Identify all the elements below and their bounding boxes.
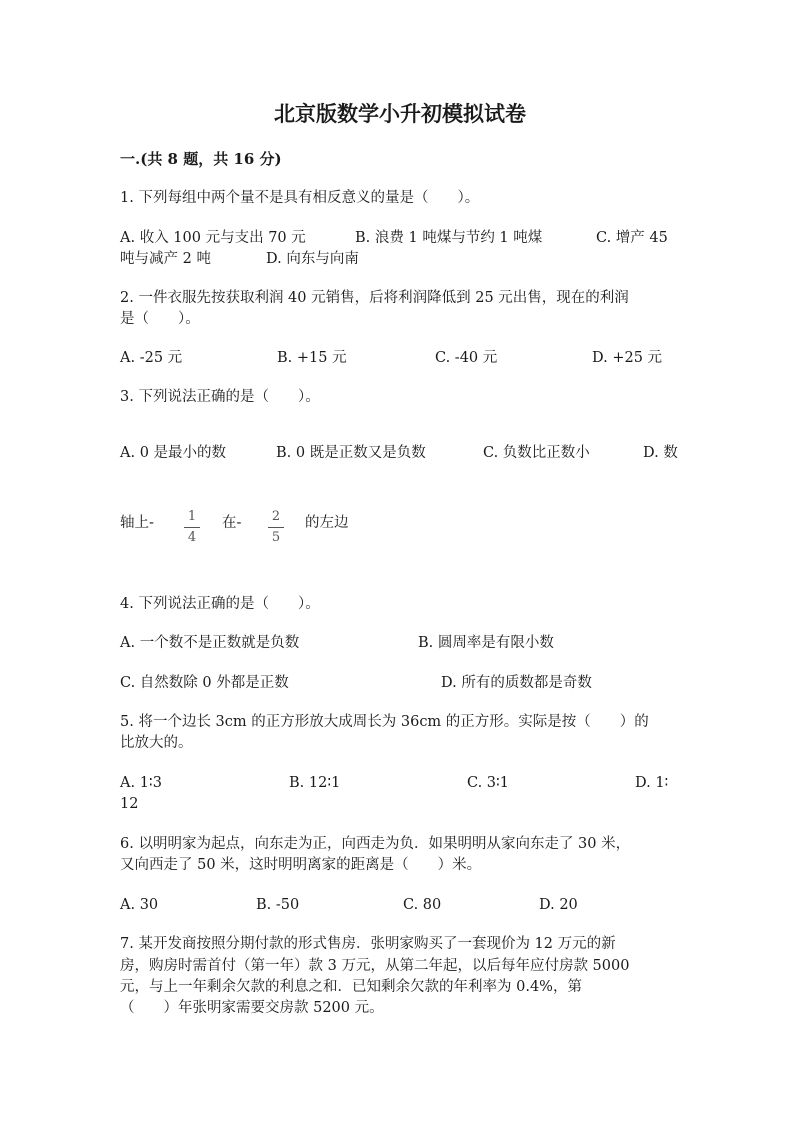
question-2-stem-line2: 是（ ）。 — [120, 311, 200, 327]
question-6-stem-line2: 又向西走了 50 米，这时明明离家的距离是（ ）米。 — [120, 857, 482, 873]
question-3-option-d-suffix: 的左边 — [305, 515, 349, 531]
question-2-option-a: A. -25 元 — [120, 350, 183, 366]
fraction-numerator: 2 — [271, 509, 281, 524]
question-6-option-a: A. 30 — [120, 897, 159, 913]
question-3-stem: 3. 下列说法正确的是（ ）。 — [120, 389, 320, 405]
question-4-option-c: C. 自然数除 0 外都是正数 — [120, 675, 289, 691]
question-6-option-d: D. 20 — [539, 897, 578, 913]
section-heading: 一.(共 8 题，共 16 分) — [120, 150, 282, 168]
question-5-stem-line1: 5. 将一个边长 3cm 的正方形放大成周长为 36cm 的正方形。实际是按（ ）的 — [120, 714, 649, 730]
question-2-option-c: C. -40 元 — [435, 350, 498, 366]
question-5-option-a: A. 1∶3 — [120, 775, 162, 791]
fraction-denominator: 5 — [271, 530, 281, 545]
question-1-option-c: C. 增产 45 — [596, 230, 668, 246]
question-5-option-d-cont: 12 — [120, 796, 139, 812]
question-6-stem-line1: 6. 以明明家为起点，向东走为正，向西走为负．如果明明从家向东走了 30 米， — [120, 836, 631, 852]
question-5-option-d: D. 1∶ — [635, 775, 669, 791]
question-4-option-d: D. 所有的质数都是奇数 — [441, 675, 592, 691]
question-7-line1: 7. 某开发商按照分期付款的形式售房．张明家购买了一套现价为 12 万元的新 — [120, 936, 616, 952]
question-6-option-c: C. 80 — [403, 897, 442, 913]
question-5-option-c: C. 3∶1 — [467, 775, 510, 791]
question-2-option-d: D. +25 元 — [592, 350, 663, 366]
question-7-line2: 房，购房时需首付（第一年）款 3 万元，从第二年起，以后每年应付房款 5000 — [120, 958, 630, 974]
question-4-option-b: B. 圆周率是有限小数 — [418, 635, 554, 651]
question-1-stem: 1. 下列每组中两个量不是具有相反意义的量是（ ）。 — [120, 190, 480, 206]
question-4-stem: 4. 下列说法正确的是（ ）。 — [120, 596, 320, 612]
question-1-option-c-cont: 吨与减产 2 吨 — [120, 251, 211, 267]
question-7-line4: （ ）年张明家需要交房款 5200 元。 — [120, 1000, 384, 1016]
question-2-stem-line1: 2. 一件衣服先按获取利润 40 元销售，后将利润降低到 25 元出售，现在的利润 — [120, 290, 629, 306]
question-1-option-a: A. 收入 100 元与支出 70 元 — [120, 230, 306, 246]
question-6-option-b: B. -50 — [256, 897, 300, 913]
page-title: 北京版数学小升初模拟试卷 — [274, 101, 526, 126]
question-3-option-b: B. 0 既是正数又是负数 — [276, 445, 426, 461]
fraction-bar — [184, 527, 200, 528]
question-3-option-a: A. 0 是最小的数 — [120, 445, 227, 461]
question-2-option-b: B. +15 元 — [277, 350, 347, 366]
fraction-one-quarter — [183, 508, 201, 547]
question-1-option-d: D. 向东与向南 — [266, 251, 359, 267]
fraction-bar — [268, 527, 284, 528]
question-5-option-b: B. 12∶1 — [289, 775, 341, 791]
question-3-option-d-cont: 轴上- — [120, 515, 154, 531]
question-3-option-d-mid: 在- — [222, 515, 242, 531]
question-3-option-c: C. 负数比正数小 — [483, 445, 590, 461]
question-5-stem-line2: 比放大的。 — [120, 735, 193, 751]
question-7-line3: 元，与上一年剩余欠款的利息之和．已知剩余欠款的年利率为 0.4%，第 — [120, 979, 582, 995]
fraction-two-fifths — [267, 508, 285, 547]
question-4-option-a: A. 一个数不是正数就是负数 — [120, 635, 300, 651]
fraction-denominator: 4 — [187, 530, 197, 545]
question-3-option-d: D. 数 — [643, 445, 678, 461]
fraction-numerator: 1 — [187, 509, 197, 524]
question-1-option-b: B. 浪费 1 吨煤与节约 1 吨煤 — [355, 230, 543, 246]
